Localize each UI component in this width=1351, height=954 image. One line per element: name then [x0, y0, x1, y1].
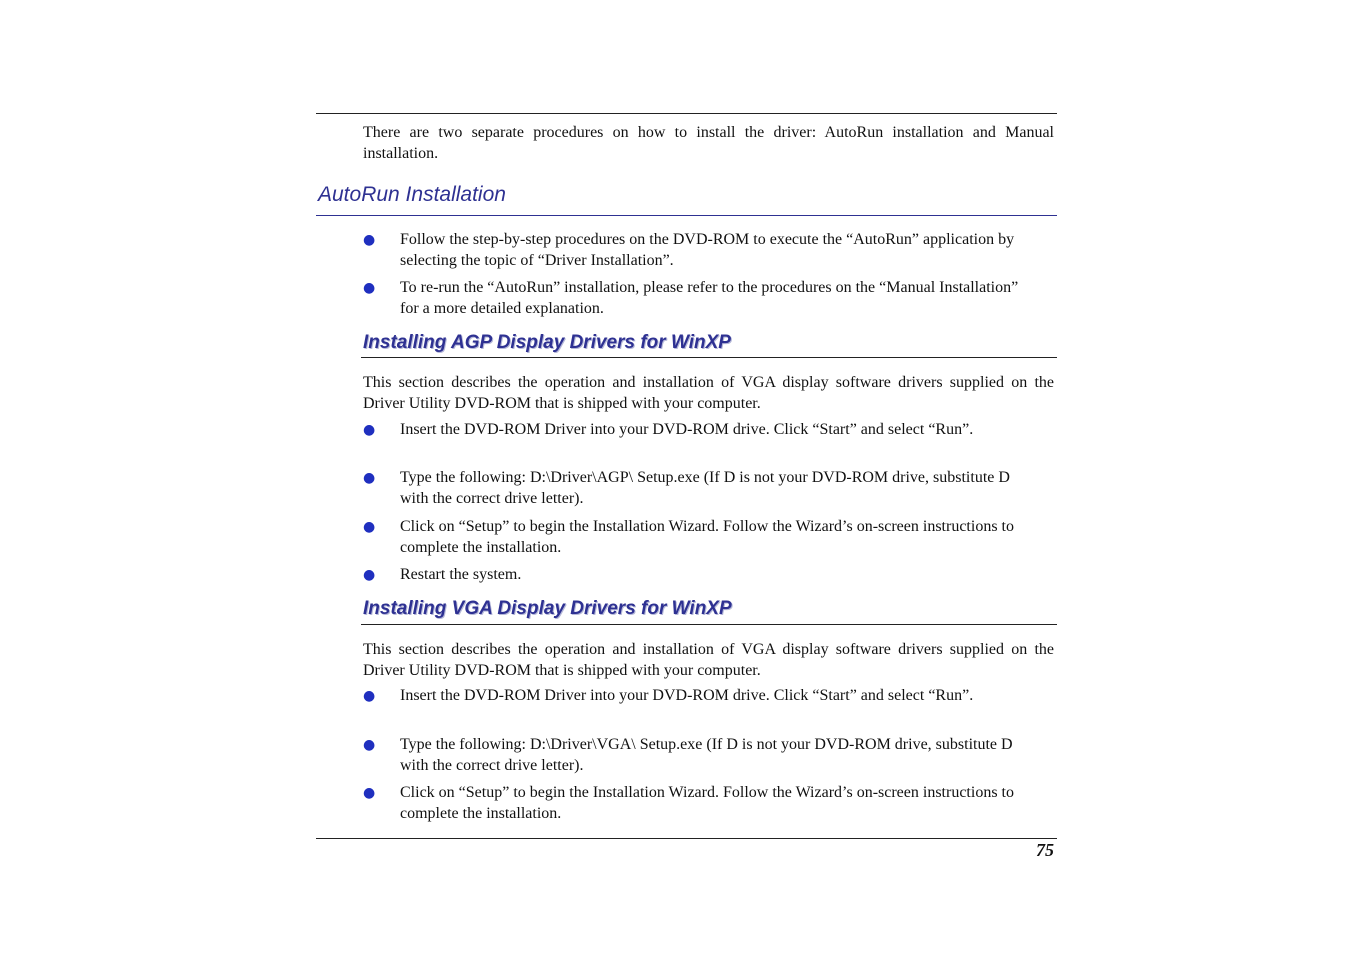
bullet-icon: ● [363, 567, 376, 583]
bullet-icon: ● [363, 232, 376, 248]
autorun-bullet-1 [363, 230, 1054, 270]
vga-bullet-3 [363, 783, 1054, 823]
agp-heading: Installing AGP Display Drivers for WinXP [363, 332, 731, 353]
list-item: Insert the DVD-ROM Driver into your DVD-ROM drive. Click “Start” and select “Run”. [400, 687, 974, 704]
top-rule [316, 113, 1057, 114]
intro-paragraph: There are two separate procedures on how to install the driver: AutoRun installation and Manual installation. [363, 124, 1054, 162]
list-item: Type the following: D:\Driver\VGA\ Setup.exe (If D is not your DVD-ROM drive, substitute D with the correct drive letter). [400, 736, 1013, 774]
vga-heading: Installing VGA Display Drivers for WinXP [363, 598, 732, 619]
vga-description: This section describes the operation and installation of VGA display software drivers supplied on the Driver Utility DVD-ROM that is shipped with your computer. [363, 641, 1054, 679]
bullet-icon: ● [363, 470, 376, 486]
list-item: Click on “Setup” to begin the Installation Wizard. Follow the Wizard’s on-screen instructions to complete the installation. [400, 518, 1014, 556]
list-item: Insert the DVD-ROM Driver into your DVD-ROM drive. Click “Start” and select “Run”. [400, 421, 974, 438]
vga-bullet-1 [363, 686, 1054, 726]
agp-bullet-4 [363, 565, 1054, 587]
agp-bullet-3 [363, 517, 1054, 557]
autorun-heading-rule [316, 215, 1057, 216]
agp-bullet-2 [363, 468, 1054, 508]
bullet-icon: ● [363, 519, 376, 535]
list-item: Click on “Setup” to begin the Installation Wizard. Follow the Wizard’s on-screen instructions to complete the installation. [400, 784, 1014, 822]
page-number: 75 [1036, 840, 1054, 860]
list-item: To re-run the “AutoRun” installation, please refer to the procedures on the “Manual Installation” for a more detailed explanation. [400, 279, 1019, 317]
bullet-icon: ● [363, 688, 376, 704]
bullet-icon: ● [363, 785, 376, 801]
autorun-heading: AutoRun Installation [318, 183, 506, 206]
agp-heading-rule [361, 357, 1057, 358]
bullet-icon: ● [363, 422, 376, 438]
agp-description: This section describes the operation and installation of VGA display software drivers supplied on the Driver Utility DVD-ROM that is shipped with your computer. [363, 374, 1054, 412]
list-item: Follow the step-by-step procedures on the DVD-ROM to execute the “AutoRun” application by selecting the topic of “Driver Installation”. [400, 231, 1015, 269]
list-item: Restart the system. [400, 566, 522, 583]
agp-bullet-1 [363, 420, 1054, 460]
list-item: Type the following: D:\Driver\AGP\ Setup.exe (If D is not your DVD-ROM drive, substitute D with the correct drive letter). [400, 469, 1010, 507]
bullet-icon: ● [363, 737, 376, 753]
footer-rule [316, 838, 1057, 839]
bullet-icon: ● [363, 280, 376, 296]
autorun-bullet-2 [363, 278, 1054, 318]
vga-bullet-2 [363, 735, 1054, 775]
vga-heading-rule [361, 624, 1057, 625]
